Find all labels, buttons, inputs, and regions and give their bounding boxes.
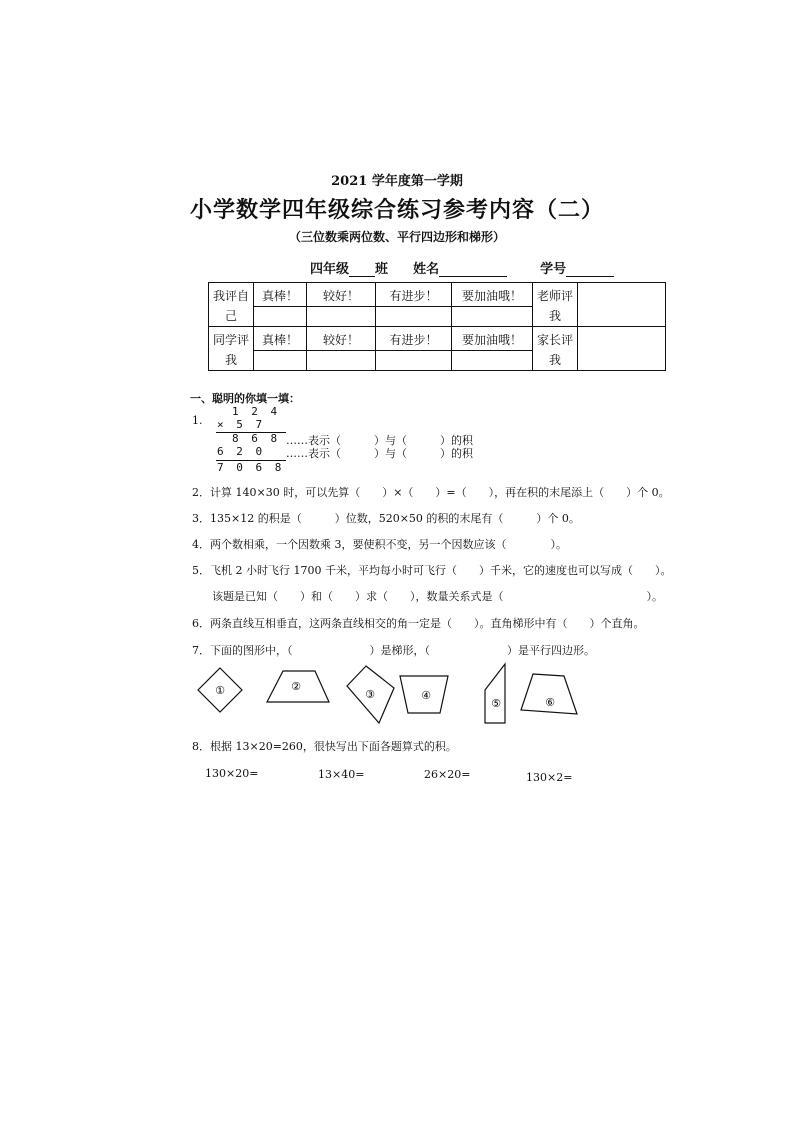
school-year: 2021 学年度第一学期 [331, 174, 463, 189]
q8-item: 130×20= [205, 767, 259, 780]
eval-right-label: 家长评我 [533, 327, 578, 371]
shape-6-trapezoid [521, 674, 577, 714]
eval-level-text: 真棒！ [254, 283, 306, 307]
q1-partial-1: 8 6 8 [232, 432, 281, 445]
id-label: 学号 [540, 262, 567, 277]
section-heading: 一、聪明的你填一填： [190, 392, 300, 405]
q8-item: 26×20= [424, 768, 471, 781]
grade-label: 四年级 [310, 262, 350, 277]
question-3: 3．135×12 的积是（ ）位数，520×50 的积的末尾有（ ）个 0。 [192, 512, 580, 525]
shape-4-trapezoid [400, 676, 448, 713]
eval-level-text: 有进步！ [376, 283, 451, 307]
q1-multiplicand: 1 2 4 [232, 405, 281, 418]
eval-level-cell [452, 327, 533, 371]
q1-note-2: ……表示（ ）与（ ）的积 [286, 447, 473, 460]
shape-4-label: ④ [421, 689, 431, 702]
shapes-figure [190, 662, 590, 732]
name-label: 姓名 [413, 262, 440, 277]
eval-level-text: 有进步！ [376, 327, 451, 351]
id-blank [566, 263, 614, 277]
q1-partial-2: 6 2 0 [217, 445, 266, 458]
eval-score-cell [578, 283, 666, 327]
q1-number: 1. [192, 414, 203, 427]
question-7: 7．下面的图形中，（ ）是梯形，（ ）是平行四边形。 [192, 644, 595, 657]
shape-1-label: ① [215, 684, 225, 697]
shape-3-parallelogram [347, 666, 394, 723]
q1-product: 7 0 6 8 [217, 461, 285, 474]
class-blank [349, 263, 375, 277]
shape-2-trapezoid [267, 671, 329, 702]
question-8: 8．根据 13×20=260，很快写出下面各题算式的积。 [192, 740, 457, 753]
question-6: 6．两条直线互相垂直，这两条直线相交的角一定是（ ）。直角梯形中有（ ）个直角。 [192, 617, 645, 630]
page-title: 小学数学四年级综合练习参考内容（二） [189, 198, 604, 223]
evaluation-table [208, 282, 666, 371]
student-info [310, 258, 614, 277]
q1-note-1: ……表示（ ）与（ ）的积 [286, 434, 473, 447]
eval-level-text: 真棒！ [254, 327, 306, 351]
eval-level-cell [254, 283, 307, 327]
shape-5-right-trapezoid [485, 664, 505, 723]
evaluation-row-peer [209, 327, 666, 371]
eval-row-label: 我评自己 [209, 283, 254, 327]
eval-level-cell [376, 327, 452, 371]
q8-item: 130×2= [526, 771, 573, 784]
eval-level-cell [254, 327, 307, 371]
name-blank [439, 263, 507, 277]
question-5b: 该题是已知（ ）和（ ）求（ ），数量关系式是（ ）。 [212, 590, 663, 603]
class-label: 班 [375, 262, 389, 277]
question-4: 4．两个数相乘，一个因数乘 3，要使积不变，另一个因数应该（ ）。 [192, 538, 567, 551]
eval-level-text: 要加油哦！ [452, 327, 532, 351]
shape-2-label: ② [291, 680, 301, 693]
eval-level-cell [307, 283, 376, 327]
eval-score-cell [578, 327, 666, 371]
eval-level-cell [452, 283, 533, 327]
eval-right-label: 老师评我 [533, 283, 578, 327]
question-2: 2．计算 140×30 时，可以先算（ ）×（ ）=（ ），再在积的末尾添上（ ）个 0。 [192, 486, 670, 499]
q1-multiplier: × 5 7 [217, 418, 266, 431]
q8-item: 13×40= [318, 768, 365, 781]
eval-level-text: 较好！ [307, 283, 375, 307]
evaluation-row-self [209, 283, 666, 327]
eval-level-cell [376, 283, 452, 327]
question-5a: 5．飞机 2 小时飞行 1700 千米，平均每小时可飞行（ ）千米，它的速度也可以写成（ ）。 [192, 564, 672, 577]
shape-1-rhombus [198, 668, 242, 712]
page-subtitle: （三位数乘两位数、平行四边形和梯形） [288, 230, 505, 244]
eval-level-text: 较好！ [307, 327, 375, 351]
eval-row-label: 同学评我 [209, 327, 254, 371]
eval-level-text: 要加油哦！ [452, 283, 532, 307]
shape-3-label: ③ [365, 688, 375, 701]
eval-level-cell [307, 327, 376, 371]
shape-6-label: ⑥ [545, 696, 555, 709]
shape-5-label: ⑤ [491, 697, 501, 710]
